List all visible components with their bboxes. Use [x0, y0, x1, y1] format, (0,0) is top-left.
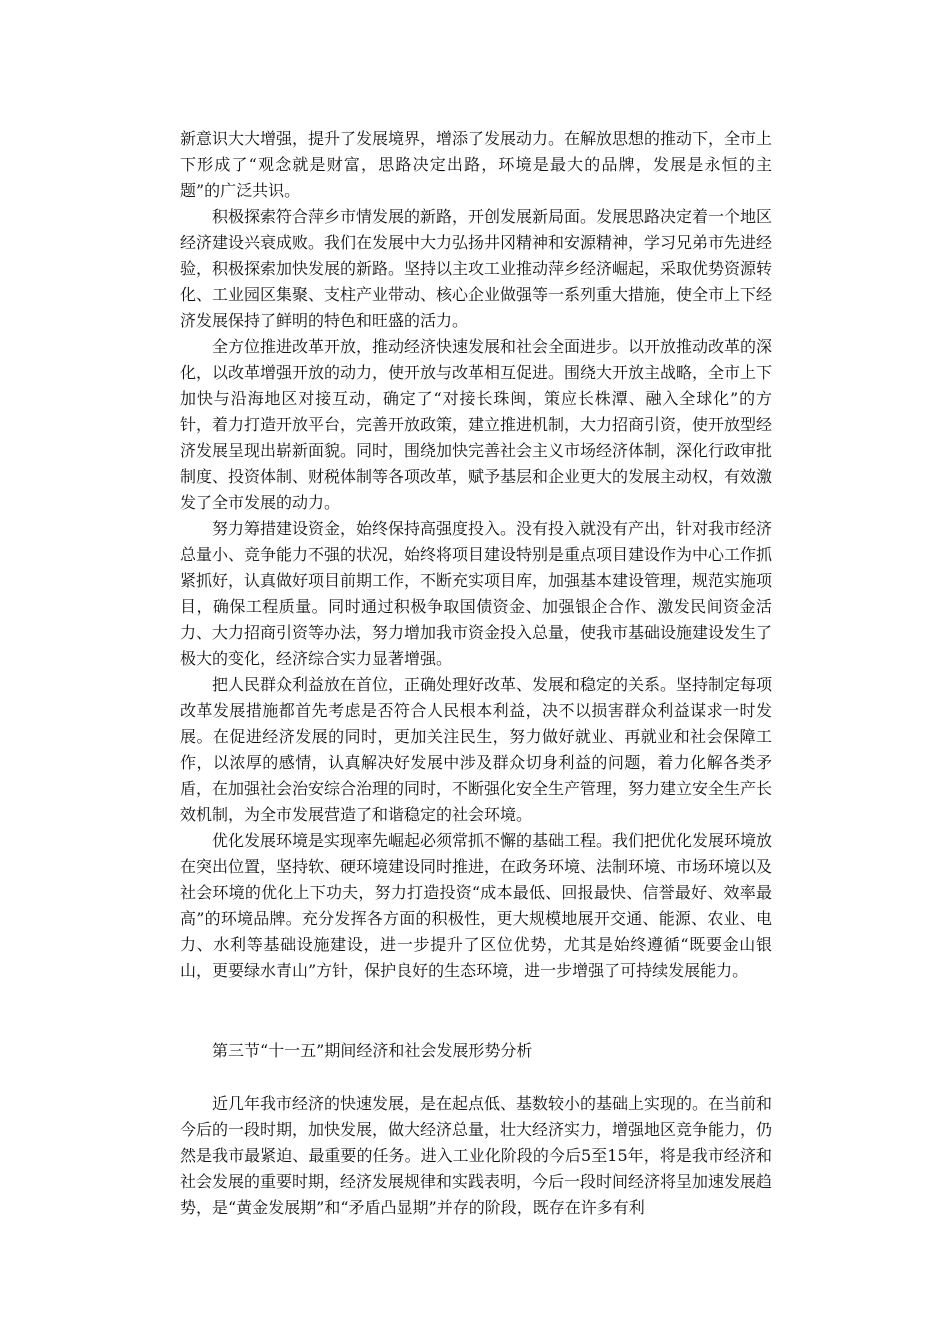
paragraph-investment: 努力筹措建设资金，始终保持高强度投入。没有投入就没有产出，针对我市经济总量小、竞争能力不强的状况，始终将项目建设特别是重点项目建设作为中心工作抓紧抓好，认真做好项目前期工作，不断充实项目库，加强基本建设管理，规范实施项目，确保工程质量。同时通过积极争取国债资金、加强银企合作、激发民间资金活力、大力招商引资等办法，努力增加我市资金投入总量，使我市基础设施建设发生了极大的变化，经济综合实力显著增强。	[180, 519, 773, 668]
paragraph-new-road: 积极探索符合萍乡市情发展的新路，开创发展新局面。发展思路决定着一个地区经济建设兴衰成败。我们在发展中大力弘扬井冈精神和安源精神，学习兄弟市先进经验，积极探索加快发展的新路。坚持以主攻工业推动萍乡经济崛起，采取优势资源转化、工业园区集聚、支柱产业带动、核心企业做强等一系列重大措施，使全市上下经济发展保持了鲜明的特色和旺盛的活力。	[180, 207, 773, 330]
section-heading: 第三节“十一五”期间经济和社会发展形势分析	[212, 1041, 533, 1060]
paragraph-people-interests: 把人民群众利益放在首位，正确处理好改革、发展和稳定的关系。坚持制定每项改革发展措施都首先考虑是否符合人民根本利益，决不以损害群众利益谋求一时发展。在促进经济发展的同时，更加关注民生，努力做好就业、再就业和社会保障工作，以浓厚的感情，认真解决好发展中涉及群众切身利益的问题，着力化解各类矛盾，在加强社会治安综合治理的同时，不断强化安全生产管理，努力建立安全生产长效机制，为全市发展营造了和谐稳定的社会环境。	[180, 675, 773, 824]
paragraph-environment: 优化发展环境是实现率先崛起必须常抓不懈的基础工程。我们把优化发展环境放在突出位置，坚持软、硬环境建设同时推进，在政务环境、法制环境、市场环境以及社会环境的优化上下功夫，努力打造投资“成本最低、回报最快、信誉最好、效率最高”的环境品牌。充分发挥各方面的积极性，更大规模地展开交通、能源、农业、电力、水利等基础设施建设，进一步提升了区位优势，尤其是始终遵循“既要金山银山，更要绿水青山”方针，保护良好的生态环境，进一步增强了可持续发展能力。	[180, 831, 773, 980]
paragraph-situation-analysis: 近几年我市经济的快速发展，是在起点低、基数较小的基础上实现的。在当前和今后的一段时期，加快发展，做大经济总量，壮大经济实力，增强地区竞争能力，仍然是我市最紧迫、最重要的任务。进入工业化阶段的今后5至15年，将是我市经济和社会发展的重要时期，经济发展规律和实践表明，今后一段时间经济将呈加速发展趋势，是“黄金发展期”和“矛盾凸显期”并存的阶段，既存在许多有利	[180, 1094, 773, 1217]
paragraph-reform-opening: 全方位推进改革开放，推动经济快速发展和社会全面进步。以开放推动改革的深化，以改革增强开放的动力，使开放与改革相互促进。围绕大开放主战略，全市上下加快与沿海地区对接互动，确定了“对接长珠闽，策应长株潭、融入全球化”的方针，着力打造开放平台，完善开放政策，建立推进机制，大力招商引资，使开放型经济发展呈现出崭新面貌。同时，围绕加快完善社会主义市场经济体制，深化行政审批制度、投资体制、财税体制等各项改革，赋予基层和企业更大的发展主动权，有效激发了全市发展的动力。	[180, 337, 773, 512]
section-body	[180, 1091, 772, 1221]
document-body	[180, 126, 772, 1221]
paragraph-continuation: 新意识大大增强，提升了发展境界，增添了发展动力。在解放思想的推动下，全市上下形成了“观念就是财富，思路决定出路，环境是最大的品牌，发展是永恒的主题”的广泛共识。	[180, 129, 773, 200]
